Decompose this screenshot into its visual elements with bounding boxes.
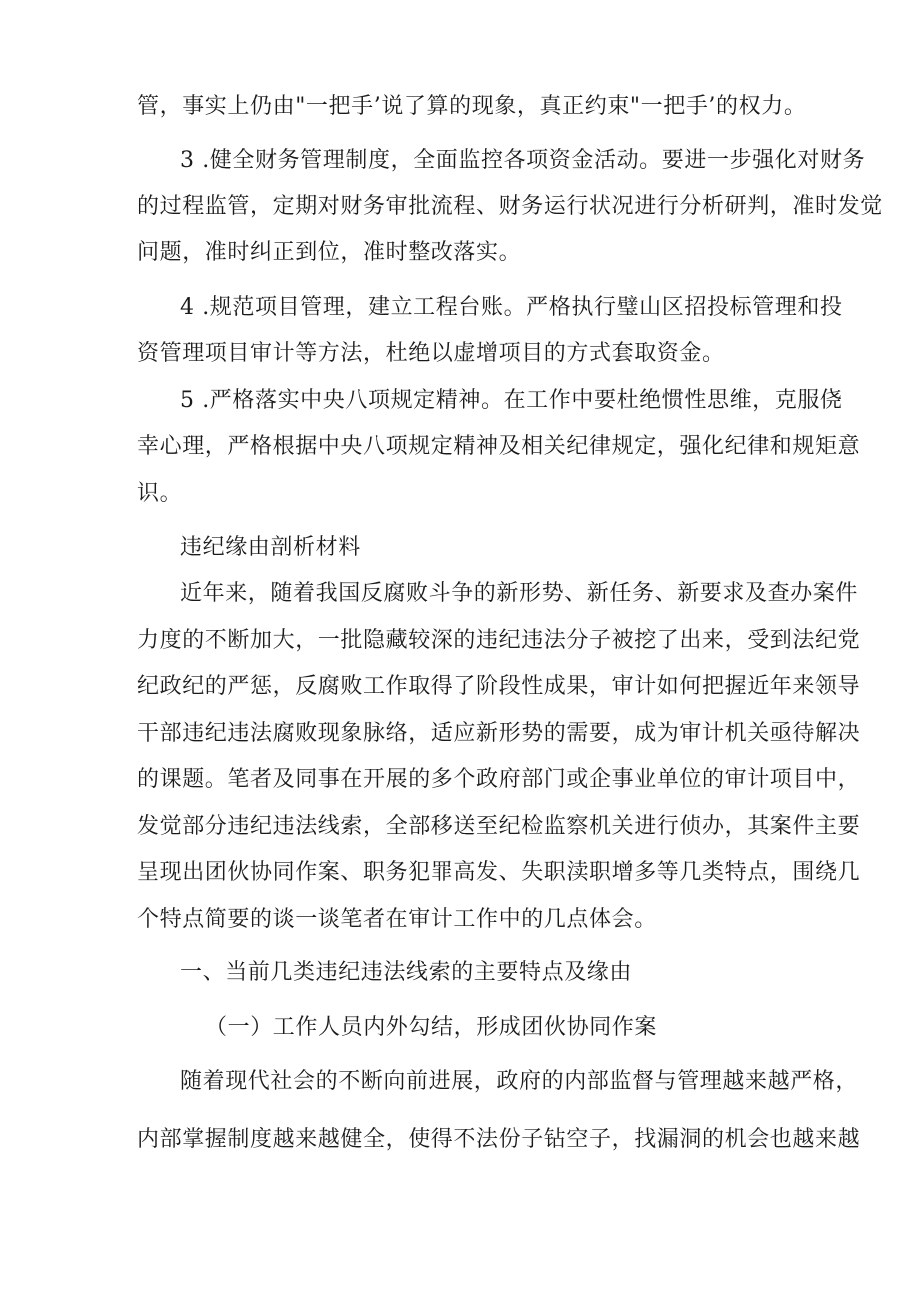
text-line: 幸心理，严格根据中央八项规定精神及相关纪律规定，强化纪律和规矩意 [137, 434, 861, 459]
text-line: 近年来，随着我国反腐败斗争的新形势、新任务、新要求及查办案件 [180, 581, 859, 606]
subsection-heading: （一）工作人员内外勾结，形成团伙协同作案 [205, 1015, 658, 1040]
text-line: 管，事实上仍由"一把手’说了算的现象，真正约束"一把手’的权力。 [137, 94, 807, 119]
text-line: 的过程监管，定期对财务审批流程、财务运行状况进行分析研判，准时发觉 [137, 194, 883, 219]
text-line: 3 .健全财务管理制度，全面监控各项资金活动。要进一步强化对财务 [180, 148, 866, 173]
text-line: 识。 [137, 481, 183, 506]
text-line: 5 .严格落实中央八项规定精神。在工作中要杜绝惯性思维，克服侥 [180, 388, 843, 413]
section-title: 违纪缘由剖析材料 [180, 535, 361, 560]
text-line: 力度的不断加大，一批隐藏较深的违纪违法分子被挖了出来，受到法纪党 [137, 628, 861, 653]
text-line: 呈现出团伙协同作案、职务犯罪高发、失职渎职增多等几类特点，围绕几 [137, 860, 861, 885]
text-line: 的课题。笔者及同事在开展的多个政府部门或企事业单位的审计项目中， [137, 767, 861, 792]
text-line: 个特点简要的谈一谈笔者在审计工作中的几点体会。 [137, 907, 657, 932]
text-line: 干部违纪违法腐败现象脉络，适应新形势的需要，成为审计机关亟待解决 [137, 721, 861, 746]
text-line: 4 .规范项目管理，建立工程台账。严格执行璧山区招投标管理和投 [180, 295, 843, 320]
text-line: 内部掌握制度越来越健全，使得不法份子钻空子，找漏洞的机会也越来越 [137, 1127, 861, 1152]
text-line: 资管理项目审计等方法，杜绝以虚增项目的方式套取资金。 [137, 341, 725, 366]
text-line: 纪政纪的严惩，反腐败工作取得了阶段性成果，审计如何把握近年来领导 [137, 674, 861, 699]
text-line: 问题，准时纠正到位，准时整改落实。 [137, 240, 522, 265]
text-line: 发觉部分违纪违法线索，全部移送至纪检监察机关进行侦办，其案件主要 [137, 814, 861, 839]
text-line: 随着现代社会的不断向前进展，政府的内部监督与管理越来越严格， [180, 1069, 859, 1094]
section-heading: 一、当前几类违纪违法线索的主要特点及缘由 [180, 960, 633, 985]
